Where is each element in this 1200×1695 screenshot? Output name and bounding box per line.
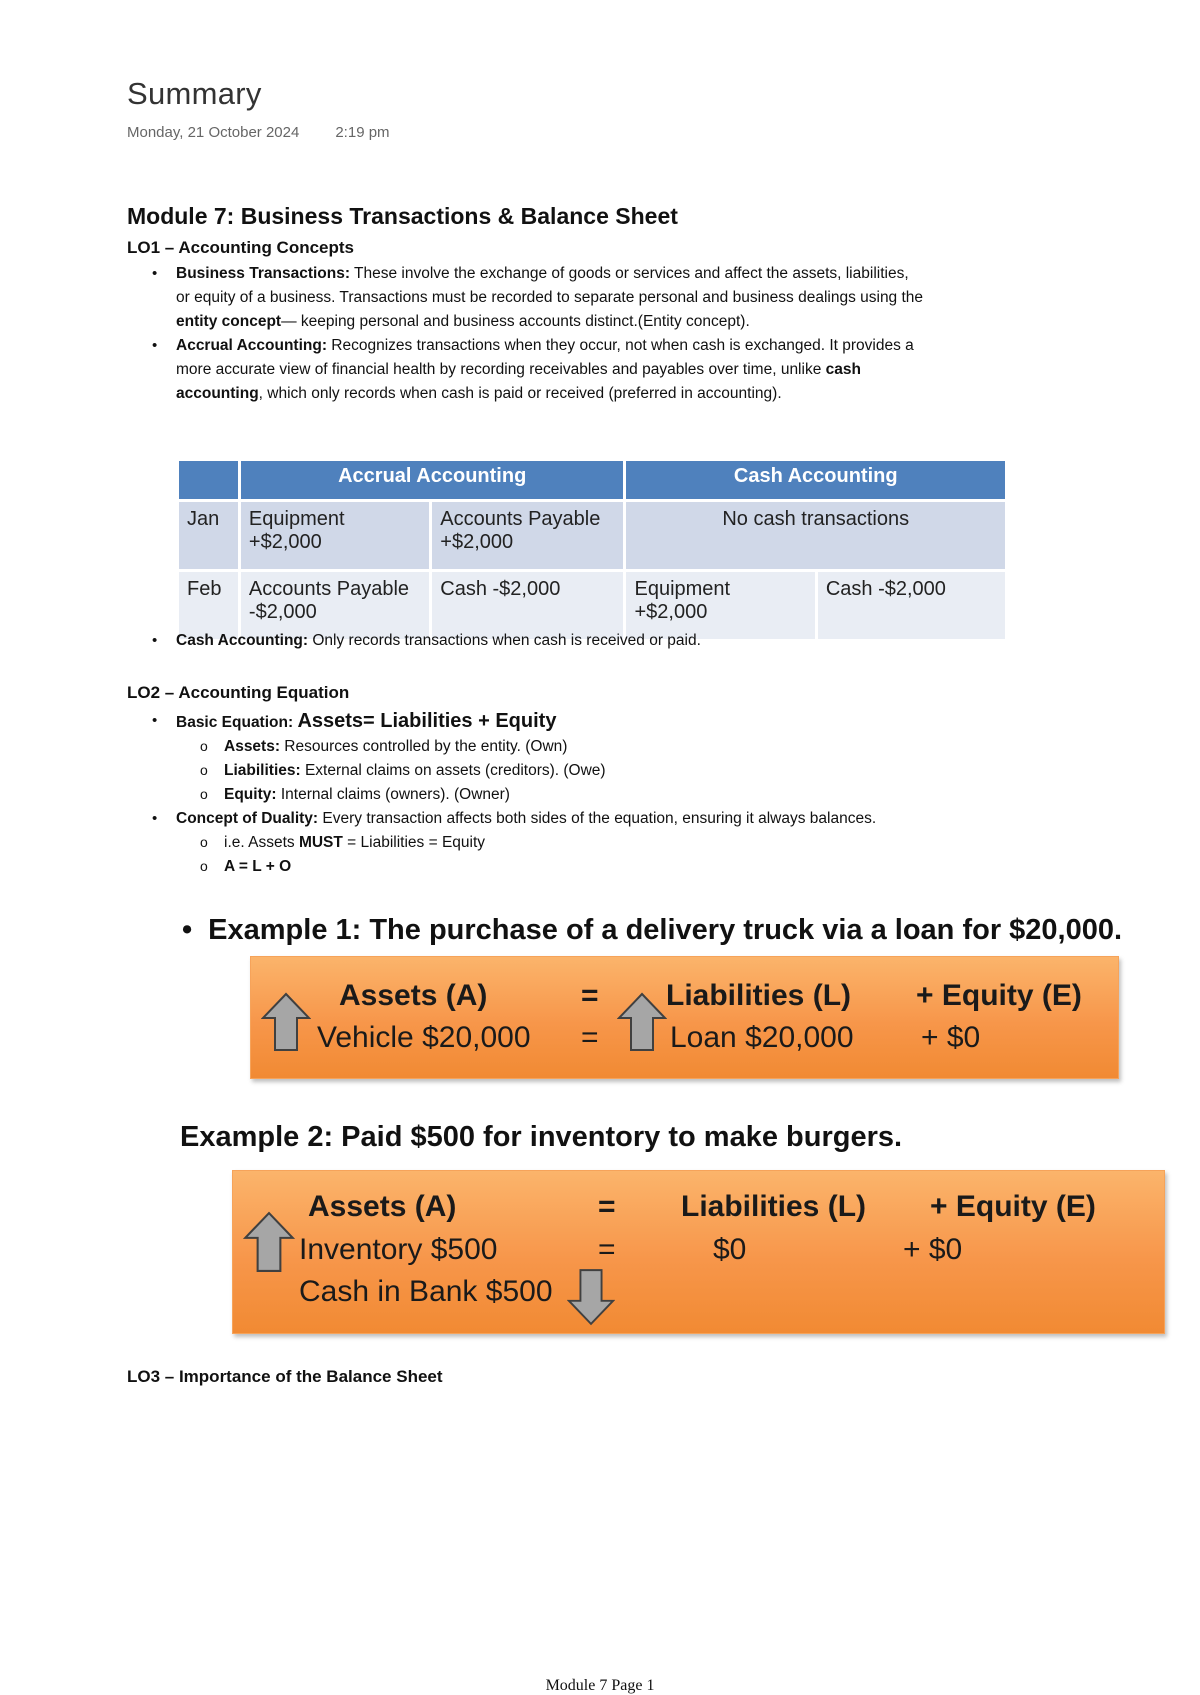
equity-label: + Equity (E) xyxy=(916,979,1082,1012)
lo1-list xyxy=(176,262,926,406)
header-accrual: Accrual Accounting xyxy=(239,460,625,501)
list-item: • Concept of Duality: Every transaction affects both sides of the equation, ensuring it always balances. o i.e. Assets MUST = Liabilities = Equity o A = L + O xyxy=(176,807,926,879)
example2-box xyxy=(232,1170,1165,1334)
example2-title: Example 2: Paid $500 for inventory to make burgers. xyxy=(180,1121,903,1153)
accrual-cash-table xyxy=(176,458,1008,642)
equals-sign: = xyxy=(581,1021,599,1054)
equals-sign: = xyxy=(581,979,599,1012)
list-item: • Business Transactions: These involve the exchange of goods or services and affect the assets, liabilities, or equity of a business. Transactions must be recorded to separate personal and business dealings using the entity concept— keeping personal and business accounts distinct.(Entity concept). xyxy=(176,262,926,334)
list-item: o Equity: Internal claims (owners). (Owner) xyxy=(224,783,926,807)
month-cell: Jan xyxy=(178,501,240,571)
table-cell: Equipment +$2,000 xyxy=(625,571,816,641)
lo2-list xyxy=(176,709,926,879)
example1-box xyxy=(250,956,1119,1079)
bullet-label: Concept of Duality: xyxy=(176,810,319,827)
table-cell: Cash -$2,000 xyxy=(431,571,625,641)
equals-sign: = xyxy=(598,1190,616,1223)
duality-sublist xyxy=(224,831,926,879)
basic-equation: Assets= Liabilities + Equity xyxy=(297,710,557,732)
table-cell: Cash -$2,000 xyxy=(816,571,1006,641)
equity-value: + $0 xyxy=(903,1233,963,1266)
liabilities-value: $0 xyxy=(713,1233,747,1266)
bullet-dot: • xyxy=(182,914,193,946)
list-item: • Accrual Accounting: Recognizes transactions when they occur, not when cash is exchanged. It provides a more accurate view of financial health by recording receivables and payables over time, unlike cash accounting, which only records when cash is paid or received (preferred in accounting). xyxy=(176,334,926,406)
equation-sublist xyxy=(224,735,926,807)
lo1-heading: LO1 – Accounting Concepts xyxy=(127,238,355,257)
list-item: o Liabilities: External claims on assets (creditors). (Owe) xyxy=(224,759,926,783)
month-cell: Feb xyxy=(178,571,240,641)
assets-value: Vehicle $20,000 xyxy=(317,1021,531,1054)
module-title: Module 7: Business Transactions & Balance Sheet xyxy=(127,203,678,229)
bullet-label: Basic Equation: xyxy=(176,714,294,731)
example1-title: • Example 1: The purchase of a delivery truck via a loan for $20,000. xyxy=(182,914,1123,946)
liabilities-label: Liabilities (L) xyxy=(666,979,852,1012)
list-item xyxy=(176,709,926,807)
page-title: Summary xyxy=(127,76,262,111)
lo3-heading: LO3 – Importance of the Balance Sheet xyxy=(127,1367,443,1386)
list-item: o A = L + O xyxy=(224,855,926,879)
table-cell: Accounts Payable +$2,000 xyxy=(431,501,625,571)
list-item: o Assets: Resources controlled by the entity. (Own) xyxy=(224,735,926,759)
table-corner xyxy=(178,460,240,501)
bullet-label: Cash Accounting: xyxy=(176,632,309,649)
equity-value: + $0 xyxy=(921,1021,981,1054)
bullet-label: Accrual Accounting: xyxy=(176,337,327,354)
table-cell: Accounts Payable -$2,000 xyxy=(239,571,430,641)
assets-value: Inventory $500 xyxy=(299,1233,498,1266)
bullet-label: Business Transactions: xyxy=(176,265,351,282)
arrow-up-icon xyxy=(243,1211,295,1273)
assets-label: Assets (A) xyxy=(339,979,488,1012)
table-row xyxy=(178,501,1007,571)
assets-value-2: Cash in Bank $500 xyxy=(299,1275,553,1308)
header-cash: Cash Accounting xyxy=(625,460,1007,501)
liabilities-value: Loan $20,000 xyxy=(670,1021,854,1054)
page-footer: Module 7 Page 1 xyxy=(545,1677,655,1694)
assets-label: Assets (A) xyxy=(308,1190,457,1223)
liabilities-label: Liabilities (L) xyxy=(681,1190,867,1223)
equals-sign: = xyxy=(598,1233,616,1266)
arrow-up-icon xyxy=(617,992,667,1052)
list-item: o i.e. Assets MUST = Liabilities = Equity xyxy=(224,831,926,855)
equity-label: + Equity (E) xyxy=(930,1190,1096,1223)
arrow-down-icon xyxy=(567,1266,615,1328)
lo1-list-2 xyxy=(176,629,926,653)
page-meta xyxy=(127,124,390,141)
page-date: Monday, 21 October 2024 xyxy=(127,124,300,141)
lo2-heading: LO2 – Accounting Equation xyxy=(127,683,350,702)
list-item: • Cash Accounting: Only records transactions when cash is received or paid. xyxy=(176,629,926,653)
page-time: 2:19 pm xyxy=(335,124,390,141)
table-cell: Equipment +$2,000 xyxy=(239,501,430,571)
table-cell: No cash transactions xyxy=(625,501,1007,571)
arrow-up-icon xyxy=(261,992,311,1052)
